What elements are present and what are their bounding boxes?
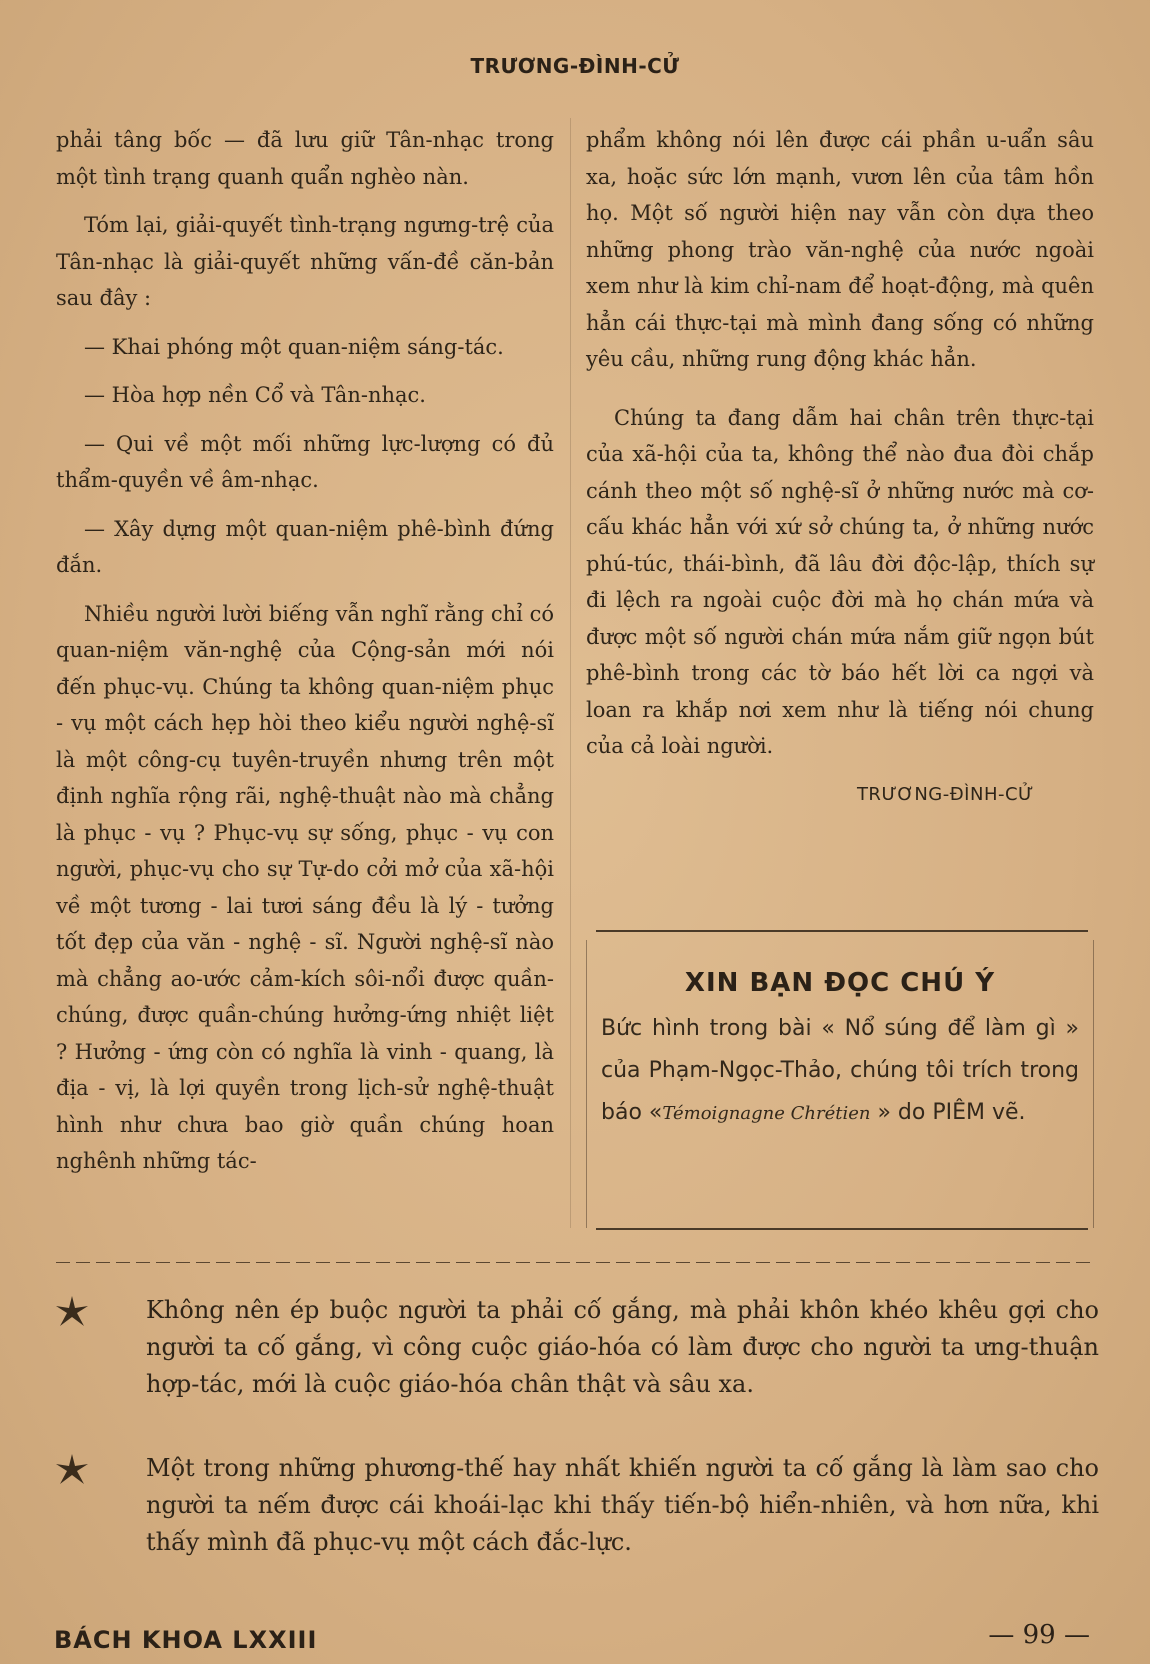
notice-source: Témoignagne Chrétien bbox=[662, 1103, 871, 1124]
quote-text: Không nên ép buộc người ta phải cố gắng, mà phải khôn khéo khêu gợi cho người ta cố gắng, vì công cuộc giáo-hóa có làm được cho người ta ưng-thuận hợp-tác, mới là cuộc giáo-hóa chân thật và sâu xa. bbox=[146, 1296, 1099, 1398]
list-item: — Xây dựng một quan-niệm phê-bình đứng đắn. bbox=[56, 516, 554, 577]
list-item: — Khai phóng một quan-niệm sáng-tác. bbox=[84, 334, 504, 359]
quote-item bbox=[54, 1292, 1099, 1403]
notice-title: XIN BẠN ĐỌC CHÚ Ý bbox=[684, 968, 996, 998]
notice-bottom-rule bbox=[596, 1228, 1088, 1230]
list-item: — Hòa hợp nền Cổ và Tân-nhạc. bbox=[84, 383, 426, 407]
left-column bbox=[56, 122, 554, 1192]
quote-text: Một trong những phương-thế hay nhất khiến người ta cố gắng là làm sao cho người ta nếm được cái khoái-lạc khi thấy tiến-bộ hiển-nhiên, và hơn nữa, khi thấy mình đã phục-vụ một cách đắc-lực. bbox=[146, 1454, 1099, 1556]
right-column bbox=[586, 122, 1094, 813]
paragraph: Nhiều người lười biếng vẫn nghĩ rằng chỉ có quan-niệm văn-nghệ của Cộng-sản mới nói đến phục-vụ. Chúng ta không quan-niệm phục - vụ một cách hẹp hòi theo kiểu người nghệ-sĩ là một công-cụ tuyên-truyền nhưng trên một định nghĩa rộng rãi, nghệ-thuật nào mà chẳng là phục - vụ ? Phục-vụ sự sống, phục - vụ con người, phục-vụ cho sự Tự-do cởi mở của xã-hội về một tương - lai tươi sáng đều là lý - tưởng tốt đẹp của văn - nghệ - sĩ. Người nghệ-sĩ nào mà chẳng ao-ước cảm-kích sôi-nổi được quần-chúng, được quần-chúng hưởng-ứng nhiệt liệt ? Hưởng - ứng còn có nghĩa là vinh - quang, là địa - vị, là lợi quyền trong lịch-sử nghệ-thuật hình như chưa bao giờ quần chúng hoan nghênh những tác- bbox=[56, 601, 554, 1173]
paragraph: phẩm không nói lên được cái phần u-uẩn sâu xa, hoặc sức lớn mạnh, vươn lên của tâm hồn họ. Một số người hiện nay vẫn còn dựa theo những phong trào văn-nghệ của nước ngoài xem như là kim chỉ-nam để hoạt-động, mà quên hẳn cái thực-tại mà mình đang sống có những yêu cầu, những rung động khác hẳn. bbox=[586, 128, 1094, 371]
page-number: — 99 — bbox=[988, 1620, 1090, 1650]
paragraph: Chúng ta đang dẫm hai chân trên thực-tại của xã-hội của ta, không thể nào đua đòi chắp cánh theo một số nghệ-sĩ ở những nước mà cơ-cấu khác hẳn với xứ sở chúng ta, ở những nước phú-túc, thái-bình, đã lâu đời độc-lập, thích sự đi lệch ra ngoài cuộc đời mà họ chán mứa và được một số người chán mứa nắm giữ ngọn bút phê-bình trong các tờ báo hết lời ca ngợi và loan ra khắp nơi xem như là tiếng nói chung của cả loài người. bbox=[586, 405, 1094, 758]
list-item: — Qui về một mối những lực-lượng có đủ thẩm-quyền về âm-nhạc. bbox=[56, 431, 554, 492]
paragraph: phải tâng bốc — đã lưu giữ Tân-nhạc trong một tình trạng quanh quẩn nghèo nàn. bbox=[56, 128, 554, 189]
magazine-name: BÁCH KHOA LXXIII bbox=[54, 1626, 318, 1654]
paragraph: Tóm lại, giải-quyết tình-trạng ngưng-trệ của Tân-nhạc là giải-quyết những vấn-đề căn-bản sau đây : bbox=[56, 213, 554, 310]
quote-item bbox=[54, 1450, 1099, 1561]
author-signature: TRƯƠNG-ĐÌNH-CỬ bbox=[856, 783, 1034, 805]
section-divider bbox=[56, 1262, 1096, 1263]
star-ornament-icon bbox=[54, 1294, 90, 1330]
reader-notice-box bbox=[586, 940, 1094, 1228]
column-divider bbox=[570, 118, 571, 1228]
notice-text: Bức hình trong bài « Nổ súng để làm gì » của Phạm-Ngọc-Thảo, chúng tôi trích trong báo « bbox=[601, 1016, 1079, 1125]
running-title: TRƯƠNG-ĐÌNH-CỬ bbox=[470, 54, 680, 78]
notice-body bbox=[601, 1008, 1079, 1135]
notice-top-rule bbox=[596, 930, 1088, 932]
star-ornament-icon bbox=[54, 1452, 90, 1488]
notice-text-end: » do PIÊM vẽ. bbox=[870, 1100, 1026, 1125]
